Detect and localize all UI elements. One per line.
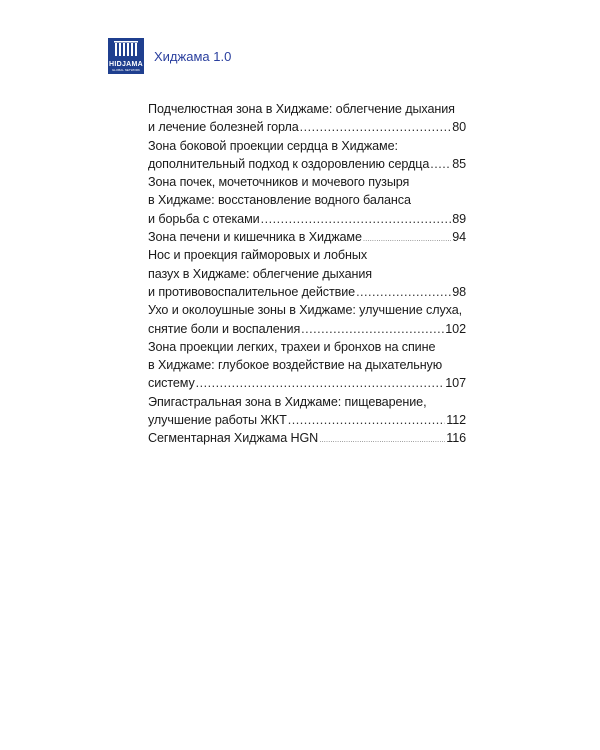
toc-entry-line: Подчелюстная зона в Хиджаме: облегчение дыхания xyxy=(148,102,455,116)
toc-entry-line: Зона почек, мочеточников и мочевого пузыря xyxy=(148,175,410,190)
dot-leader xyxy=(300,118,452,136)
toc-entry[interactable] xyxy=(148,429,466,447)
toc-entry-last-line xyxy=(148,320,466,338)
toc-page-number: 98 xyxy=(452,284,466,299)
toc-entry-title: систему xyxy=(148,376,195,391)
toc-page-number: 80 xyxy=(452,120,466,135)
dot-leader xyxy=(363,230,451,246)
toc-entry-last-line xyxy=(148,228,466,246)
toc-page-number: 107 xyxy=(445,376,466,391)
toc-entry[interactable] xyxy=(148,301,466,338)
toc-entry-last-line xyxy=(148,118,466,136)
toc-entry-last-line xyxy=(148,210,466,228)
toc-entry-last-line xyxy=(148,411,466,429)
toc-entry-line: пазух в Хиджаме: облегчение дыхания xyxy=(148,266,372,281)
toc-entry-line: Ухо и околоушные зоны в Хиджаме: улучшение слуха, xyxy=(148,303,463,318)
dot-leader xyxy=(301,320,444,338)
toc-entry-line: Эпигастральная зона в Хиджаме: пищеварение, xyxy=(148,394,427,409)
logo-text: HIDJAMA xyxy=(109,61,143,68)
toc-entry[interactable] xyxy=(148,393,466,430)
toc-page-number: 112 xyxy=(446,413,466,428)
dot-leader xyxy=(261,210,452,228)
toc-entry[interactable] xyxy=(148,100,466,137)
toc-entry-last-line xyxy=(148,374,466,392)
dot-leader xyxy=(430,155,451,173)
toc-page-number: 102 xyxy=(445,321,466,336)
dot-leader xyxy=(356,283,451,301)
toc-page-number: 94 xyxy=(452,230,466,245)
toc-page-number: 85 xyxy=(452,156,466,171)
toc-entry-line: в Хиджаме: восстановление водного баланса xyxy=(148,193,411,208)
dot-leader xyxy=(196,374,445,392)
toc-entry-title: Сегментарная Хиджама HGN xyxy=(148,431,319,446)
toc-entry-line: Зона проекции легких, трахеи и бронхов на спине xyxy=(148,339,436,354)
toc-entry-title: дополнительный подход к оздоровлению сердца xyxy=(148,156,430,171)
toc-entry-line: в Хиджаме: глубокое воздействие на дыхательную xyxy=(148,358,443,373)
toc-entry-title: и противовоспалительное действие xyxy=(148,284,356,299)
toc-entry[interactable] xyxy=(148,228,466,246)
toc-entry-line: Зона боковой проекции сердца в Хиджаме: xyxy=(148,138,398,153)
toc-entry-last-line xyxy=(148,283,466,301)
toc-entry-title: и лечение болезней горла xyxy=(148,120,299,135)
logo-subtext: GLOBAL NETWORK xyxy=(111,68,141,72)
toc-entry[interactable] xyxy=(148,173,466,228)
dot-leader xyxy=(319,431,445,447)
toc-page-number: 116 xyxy=(446,431,466,446)
page-header xyxy=(108,38,231,74)
toc-entry-title: Зона печени и кишечника в Хиджаме xyxy=(148,230,362,245)
toc-entry-title: улучшение работы ЖКТ xyxy=(148,413,287,428)
toc-entry[interactable] xyxy=(148,338,466,393)
toc-entry-title: снятие боли и воспаления xyxy=(148,321,301,336)
toc-entry-last-line xyxy=(148,155,466,173)
toc-entry-title: и борьба с отеками xyxy=(148,211,260,226)
dot-leader xyxy=(288,411,445,429)
toc-page-number: 89 xyxy=(452,211,466,226)
book-columns-icon xyxy=(114,41,138,59)
toc-entry[interactable] xyxy=(148,246,466,301)
table-of-contents xyxy=(148,100,466,448)
toc-entry[interactable] xyxy=(148,137,466,174)
toc-entry-last-line xyxy=(148,429,466,447)
page-title: Хиджама 1.0 xyxy=(154,48,232,64)
hidjama-logo xyxy=(108,38,144,74)
toc-entry-line: Нос и проекция гайморовых и лобных xyxy=(148,248,368,263)
